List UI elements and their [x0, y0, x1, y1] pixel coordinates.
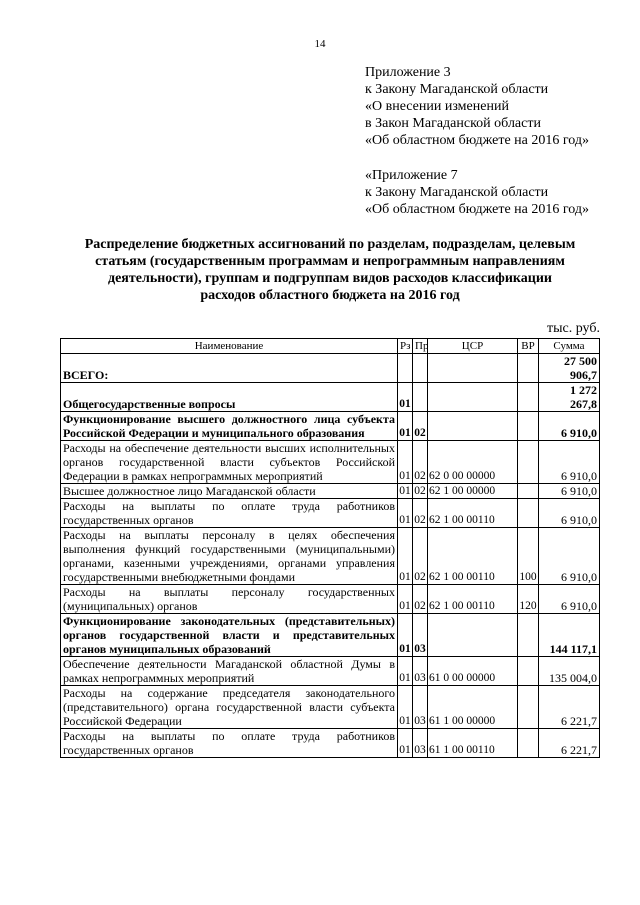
- cell-sum: 6 910,0: [539, 412, 600, 441]
- cell-csr: 61 1 00 00000: [428, 686, 518, 729]
- cell-name: Расходы на выплаты по оплате труда работников государственных органов: [61, 729, 398, 758]
- cell-name: Обеспечение деятельности Магаданской областной Думы в рамках непрограммных мероприятий: [61, 657, 398, 686]
- table-row: [61, 614, 600, 657]
- cell-csr: [428, 614, 518, 657]
- cell-name: Расходы на выплаты персоналу государственных (муниципальных) органов: [61, 585, 398, 614]
- cell-pr: 02: [413, 441, 428, 484]
- table-row: [61, 354, 600, 383]
- table-row: [61, 528, 600, 585]
- cell-rz: 01: [398, 441, 413, 484]
- cell-rz: [398, 354, 413, 383]
- cell-rz: 01: [398, 528, 413, 585]
- table-row: [61, 729, 600, 758]
- cell-vr: 120: [518, 585, 539, 614]
- cell-name: Расходы на обеспечение деятельности высших исполнительных органов государственной власти субъектов Российской Федерации в рамках непрограммных мероприятий: [61, 441, 398, 484]
- cell-rz: 01: [398, 686, 413, 729]
- table-row: [61, 441, 600, 484]
- cell-pr: 02: [413, 585, 428, 614]
- cell-vr: [518, 412, 539, 441]
- cell-rz: 01: [398, 585, 413, 614]
- cell-sum: 6 910,0: [539, 528, 600, 585]
- header-csr: ЦСР: [428, 339, 518, 354]
- cell-pr: [413, 383, 428, 412]
- appendix-7-header: [365, 167, 589, 218]
- appendix-3-header: [365, 64, 589, 149]
- appendix-line: «Об областном бюджете на 2016 год»: [365, 133, 589, 148]
- cell-vr: [518, 686, 539, 729]
- cell-pr: 02: [413, 499, 428, 528]
- cell-rz: 01: [399, 485, 411, 497]
- cell-rz: 01: [398, 383, 413, 412]
- cell-pr: 02: [413, 528, 428, 585]
- cell-rz: 01: [398, 729, 413, 758]
- appendix-line: Приложение 3: [365, 65, 451, 80]
- cell-name: Функционирование высшего должностного лица субъекта Российской Федерации и муниципального образования: [61, 412, 398, 441]
- cell-csr: 62 1 00 00110: [428, 499, 518, 528]
- table-row: [61, 499, 600, 528]
- header-rz: Рз: [398, 339, 413, 354]
- cell-sum: 6 910,0: [539, 441, 600, 484]
- cell-rz: 01: [398, 614, 413, 657]
- cell-sum: 6 221,7: [539, 686, 600, 729]
- cell-pr: 03: [413, 729, 428, 758]
- cell-name: Высшее должностное лицо Магаданской области: [61, 484, 398, 499]
- cell-csr: [428, 412, 518, 441]
- cell-vr: 100: [518, 528, 539, 585]
- header-pr: Пр: [413, 339, 428, 354]
- cell-vr: [518, 441, 539, 484]
- cell-sum: 6 221,7: [539, 729, 600, 758]
- cell-csr: 62 1 00 00000: [428, 484, 518, 499]
- cell-pr: 02: [414, 485, 426, 497]
- header-sum: Сумма: [539, 339, 600, 354]
- table-row: [61, 585, 600, 614]
- page-number: 14: [314, 38, 326, 50]
- header-vr: ВР: [518, 339, 539, 354]
- cell-csr: 62 1 00 00110: [428, 585, 518, 614]
- cell-sum: 6 910,0: [539, 585, 600, 614]
- table-row: [61, 484, 600, 499]
- cell-rz: 01: [398, 657, 413, 686]
- cell-vr: [518, 729, 539, 758]
- document-title: Распределение бюджетных ассигнований по разделам, подразделам, целевым статьям (государственным программам и непрограммным направлениям деятельности), группам и подгруппам видов расходов классификации расходов областного бюджета на 2016 год: [84, 237, 576, 303]
- cell-name: Расходы на содержание председателя законодательного (представительного) органа государственной власти субъекта Российской Федерации: [61, 686, 398, 729]
- cell-csr: 62 0 00 00000: [428, 441, 518, 484]
- cell-csr: [428, 383, 518, 412]
- cell-sum: 135 004,0: [539, 657, 600, 686]
- cell-name: Расходы на выплаты персоналу в целях обеспечения выполнения функций государственными (муниципальными) органами, казенными учреждениями, органами управления государственными внебюджетными фондами: [61, 528, 398, 585]
- table-row: [61, 686, 600, 729]
- cell-pr: [413, 354, 428, 383]
- cell-rz: 01: [398, 412, 413, 441]
- cell-rz: 01: [398, 499, 413, 528]
- units-label: тыс. руб.: [547, 321, 600, 336]
- cell-pr: 03: [413, 657, 428, 686]
- table-header-row: [61, 339, 600, 354]
- appendix-line: «О внесении изменений: [365, 99, 509, 114]
- table-row: [61, 383, 600, 412]
- table-row: [61, 412, 600, 441]
- cell-sum: 144 117,1: [539, 614, 600, 657]
- budget-table: [60, 338, 600, 758]
- cell-pr: 03: [413, 686, 428, 729]
- cell-csr: 62 1 00 00110: [428, 528, 518, 585]
- cell-csr: 61 0 00 00000: [428, 657, 518, 686]
- cell-name: ВСЕГО:: [61, 354, 398, 383]
- cell-vr: [518, 484, 539, 499]
- cell-csr: [428, 354, 518, 383]
- appendix-line: к Закону Магаданской области: [365, 185, 549, 200]
- appendix-line: к Закону Магаданской области: [365, 82, 549, 97]
- cell-csr: 61 1 00 00110: [428, 729, 518, 758]
- cell-vr: [518, 354, 539, 383]
- cell-name: Функционирование законодательных (представительных) органов государственной власти и представительных органов муниципальных образований: [61, 614, 398, 657]
- cell-vr: [518, 383, 539, 412]
- cell-sum: 6 910,0: [539, 499, 600, 528]
- appendix-line: «Приложение 7: [365, 168, 458, 183]
- cell-name: Расходы на выплаты по оплате труда работников государственных органов: [61, 499, 398, 528]
- cell-pr: 02: [413, 412, 428, 441]
- cell-vr: [518, 499, 539, 528]
- appendix-line: в Закон Магаданской области: [365, 116, 541, 131]
- table-row: [61, 657, 600, 686]
- appendix-line: «Об областном бюджете на 2016 год»: [365, 202, 589, 217]
- cell-pr: 03: [413, 614, 428, 657]
- cell-sum: 27 500 906,7: [539, 354, 600, 383]
- header-name: Наименование: [61, 339, 398, 354]
- cell-sum: 1 272 267,8: [539, 383, 600, 412]
- cell-name: Общегосударственные вопросы: [61, 383, 398, 412]
- cell-vr: [518, 614, 539, 657]
- cell-sum: 6 910,0: [539, 484, 600, 499]
- cell-vr: [518, 657, 539, 686]
